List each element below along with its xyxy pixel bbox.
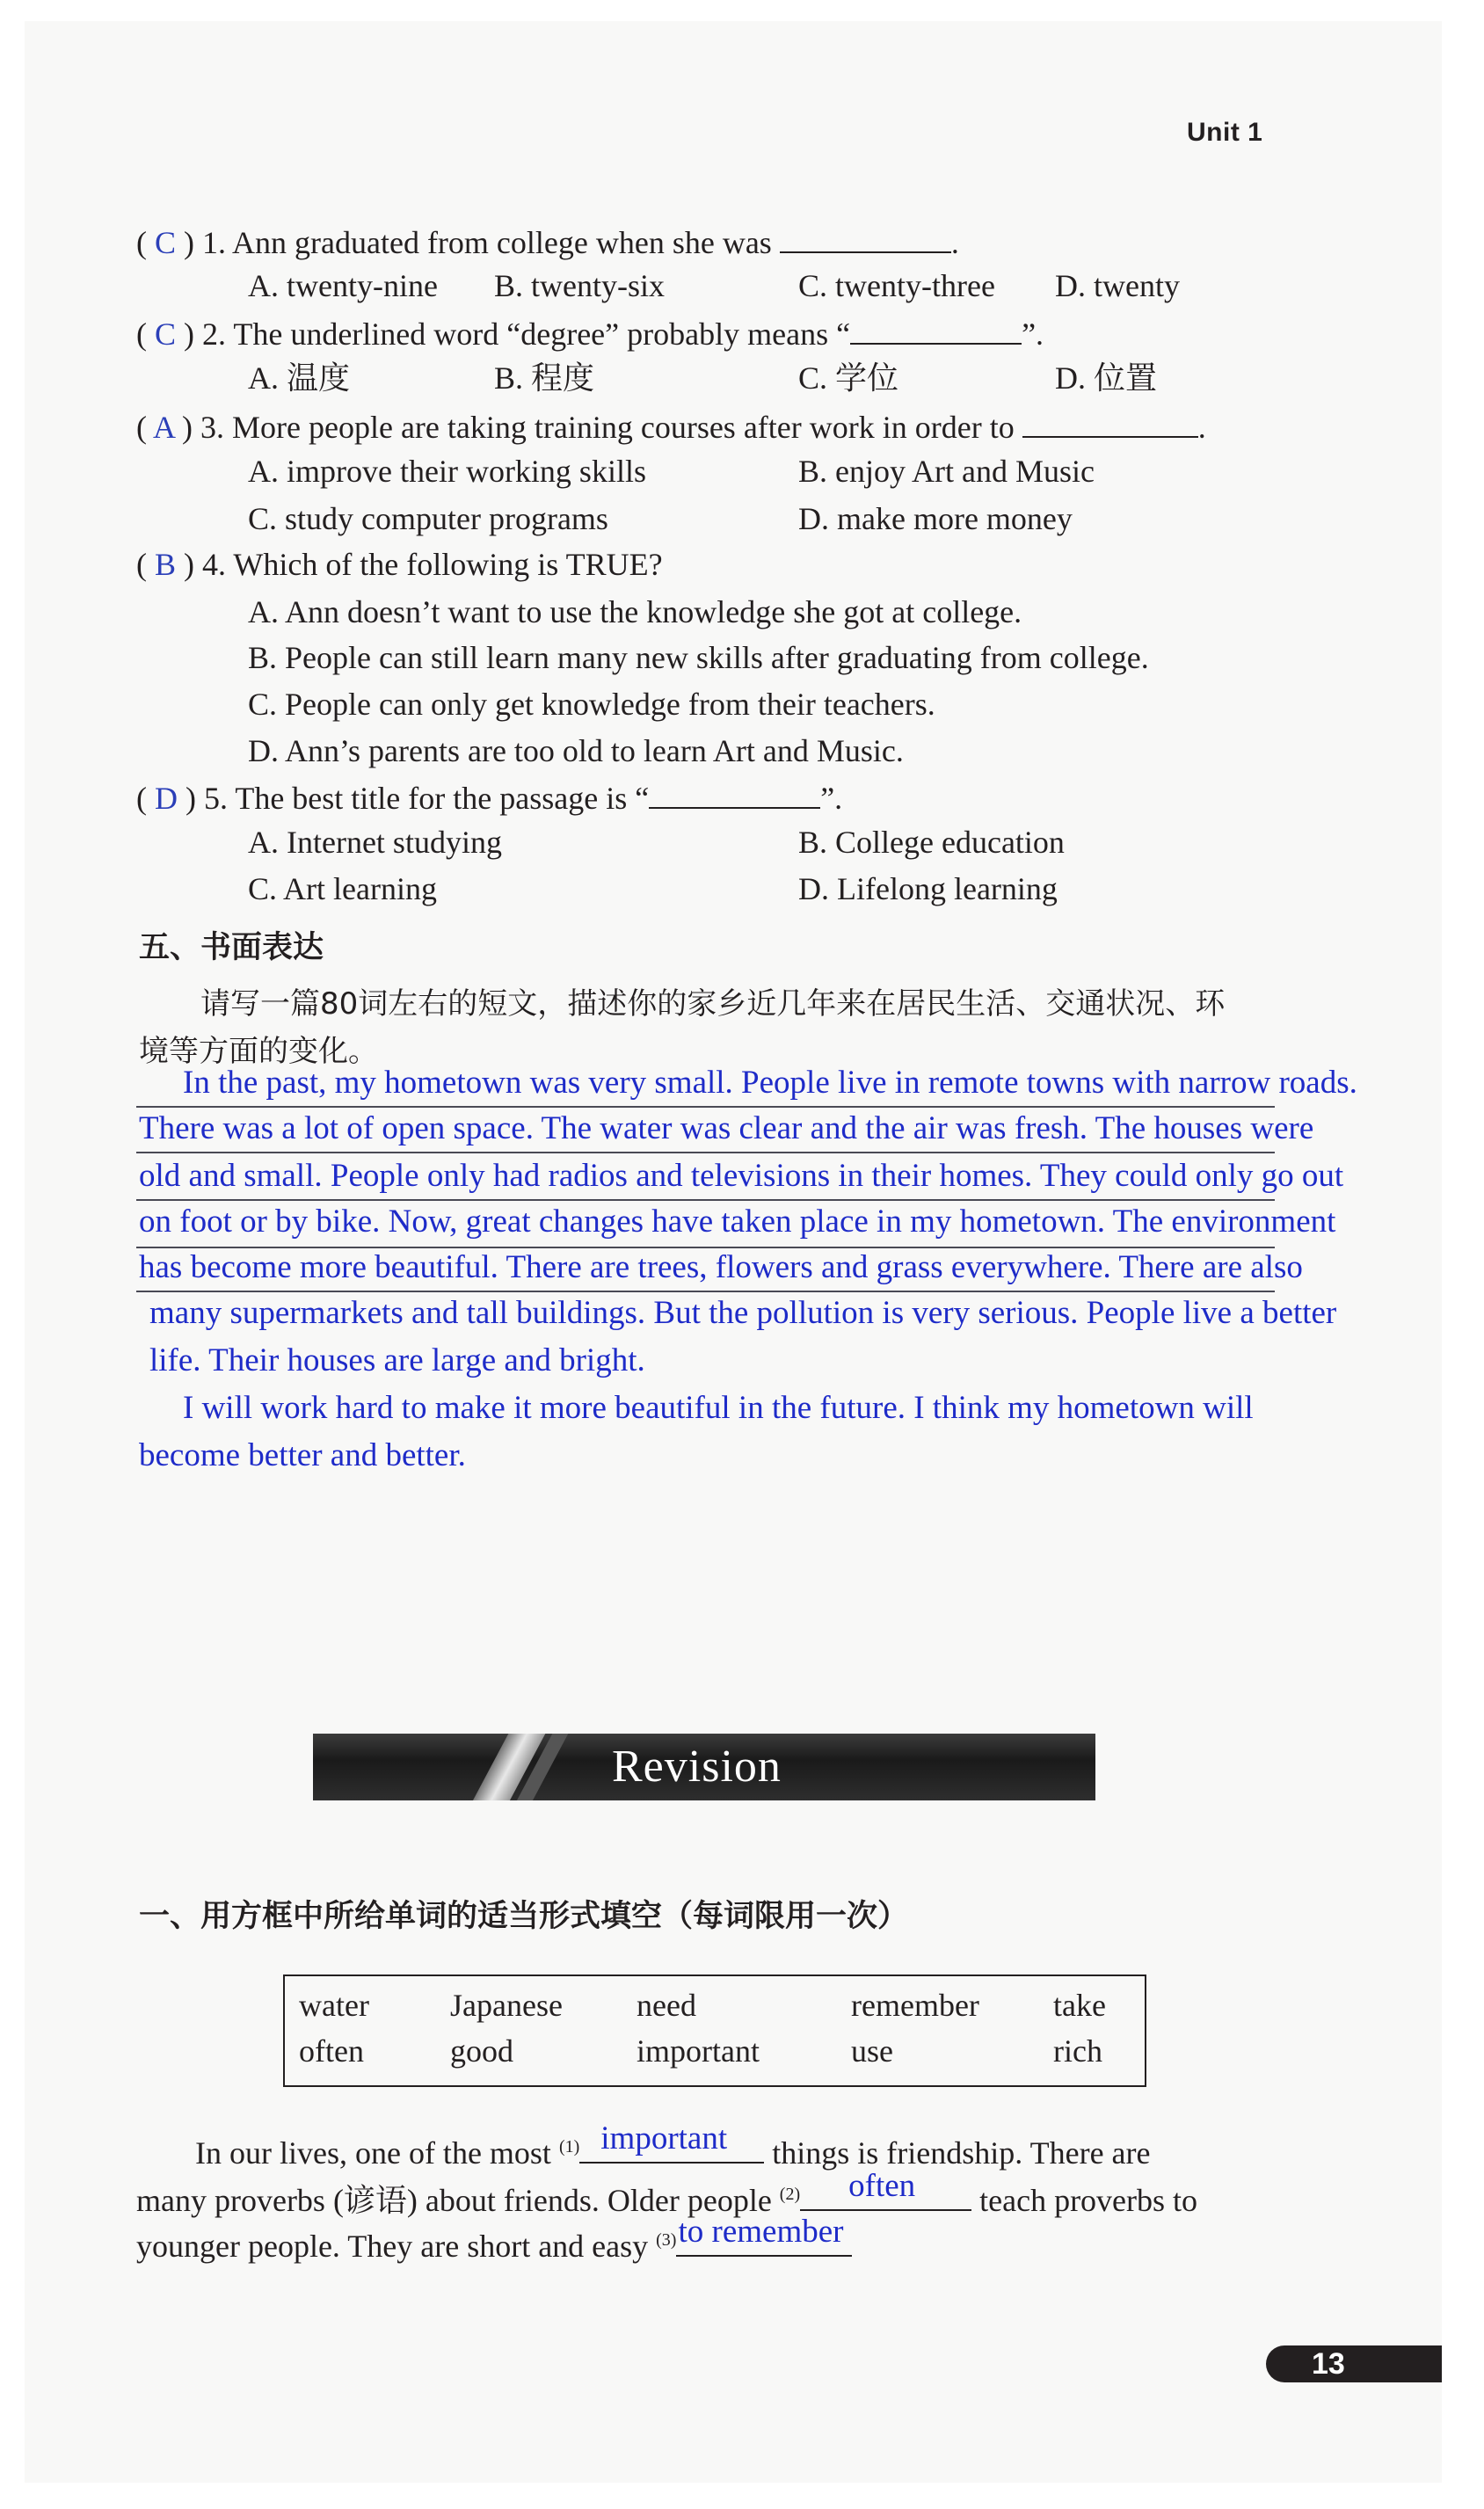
word-box-item: need — [637, 1988, 696, 2023]
writing-prompt-line2: 境等方面的变化。 — [139, 1034, 378, 1069]
fill-answer-2: often — [848, 2168, 916, 2204]
fill-answer-1: important — [600, 2120, 728, 2156]
q2-option-b: B. 程度 — [494, 360, 595, 396]
blank-3 — [676, 2214, 852, 2257]
passage-line-2: many proverbs (谚语) about friends. Older people $^{(2)}$ often teach proverbs to — [136, 2168, 1198, 2218]
writing-line-3 — [136, 1199, 1275, 1201]
revision-title: Revision — [612, 1742, 782, 1792]
question-4-stem: ) 4. Which of the following is TRUE? — [184, 547, 663, 582]
word-box-item: water — [299, 1988, 369, 2023]
essay-line: many supermarkets and tall buildings. But the pollution is very serious. People live a better — [149, 1295, 1337, 1331]
q4-option-c: C. People can only get knowledge from their teachers. — [248, 687, 935, 722]
q1-option-c: C. twenty-three — [798, 268, 995, 303]
essay-line: There was a lot of open space. The water was clear and the air was fresh. The houses were — [139, 1110, 1314, 1146]
word-box-item: important — [637, 2033, 760, 2069]
q5-option-b: B. College education — [798, 825, 1065, 860]
page-number-tab — [1266, 2345, 1442, 2382]
blank-1 — [579, 2120, 764, 2164]
q1-option-d: D. twenty — [1055, 268, 1180, 303]
question-3-stem: ) 3. More people are taking training courses after work in order to — [182, 410, 1015, 445]
question-2-stem: ) 2. The underlined word “degree” probably means “ — [184, 316, 851, 352]
question-5-blank — [649, 777, 820, 809]
q3-option-c: C. study computer programs — [248, 501, 608, 536]
q2-option-d: D. 位置 — [1055, 360, 1157, 396]
q3-option-d: D. make more money — [798, 501, 1073, 536]
question-4: ( B ) 4. Which of the following is TRUE? — [136, 547, 663, 582]
q5-option-d: D. Lifelong learning — [798, 871, 1058, 906]
word-box-item: remember — [851, 1988, 979, 2023]
essay-line: In the past, my hometown was very small. People live in remote towns with narrow roads. — [183, 1065, 1357, 1101]
word-box-item: take — [1053, 1988, 1106, 2023]
essay-line: has become more beautiful. There are trees, flowers and grass everywhere. There are also — [139, 1249, 1303, 1285]
word-box-item: rich — [1053, 2033, 1102, 2069]
word-box — [283, 1974, 1146, 2087]
question-2: ( C ) 2. The underlined word “degree” probably means “ ”. — [136, 313, 1044, 353]
question-3-blank — [1022, 406, 1198, 438]
word-box-item: Japanese — [450, 1988, 563, 2023]
passage-line-1: In our lives, one of the most $^{(1)}$ important things is friendship. There are — [195, 2120, 1151, 2171]
question-1-blank — [780, 222, 951, 253]
q2-option-a: A. 温度 — [248, 360, 350, 396]
blank-number: (2) — [779, 2185, 801, 2204]
question-2-blank — [850, 313, 1022, 345]
question-1-stem: ) 1. Ann graduated from college when she was — [184, 225, 772, 260]
q1-option-b: B. twenty-six — [494, 268, 665, 303]
essay-line: old and small. People only had radios and televisions in their homes. They could only go out — [139, 1158, 1344, 1194]
writing-line-5 — [136, 1291, 1275, 1292]
writing-line-1 — [136, 1106, 1275, 1108]
answer-5: D — [155, 781, 178, 816]
question-5: ( D ) 5. The best title for the passage is “ ”. — [136, 777, 842, 818]
q1-option-a: A. twenty-nine — [248, 268, 438, 303]
essay-line: become better and better. — [139, 1437, 466, 1473]
answer-1: C — [155, 225, 177, 260]
q4-option-b: B. People can still learn many new skills after graduating from college. — [248, 640, 1149, 675]
page-number: 13 — [1312, 2347, 1345, 2381]
essay-line: on foot or by bike. Now, great changes have taken place in my hometown. The environment — [139, 1204, 1336, 1240]
q4-option-d: D. Ann’s parents are too old to learn Art and Music. — [248, 733, 904, 768]
passage-line-3: younger people. They are short and easy $^{(3)}$ to remember — [136, 2221, 852, 2265]
q3-option-a: A. improve their working skills — [248, 454, 646, 489]
blank-2 — [800, 2168, 971, 2211]
word-box-item: good — [450, 2033, 513, 2069]
question-3: ( A ) 3. More people are taking training courses after work in order to . — [136, 406, 1206, 447]
q5-option-c: C. Art learning — [248, 871, 437, 906]
fill-answer-3: to remember — [678, 2214, 844, 2250]
unit-label: Unit 1 — [1187, 118, 1263, 147]
q4-option-a: A. Ann doesn’t want to use the knowledge she got at college. — [248, 594, 1022, 629]
writing-line-2 — [136, 1152, 1275, 1153]
answer-3: A — [153, 410, 175, 445]
question-5-stem: ) 5. The best title for the passage is “ — [186, 781, 650, 816]
word-box-item: often — [299, 2033, 364, 2069]
answer-4: B — [155, 547, 177, 582]
word-box-item: use — [851, 2033, 893, 2069]
answer-2: C — [155, 316, 177, 352]
revision-banner — [313, 1734, 1095, 1800]
essay-line: life. Their houses are large and bright. — [149, 1342, 645, 1378]
q3-option-b: B. enjoy Art and Music — [798, 454, 1095, 489]
revision-heading: 一、用方框中所给单词的适当形式填空（每词限用一次） — [139, 1899, 909, 1934]
writing-prompt-line1: 请写一篇80词左右的短文，描述你的家乡近几年来在居民生活、交通状况、环 — [200, 986, 1226, 1022]
blank-number: (3) — [656, 2230, 677, 2250]
q2-option-c: C. 学位 — [798, 360, 899, 396]
blank-number: (1) — [558, 2137, 580, 2156]
essay-line: I will work hard to make it more beautiful in the future. I think my hometown will — [183, 1390, 1254, 1426]
question-1: ( C ) 1. Ann graduated from college when she was . — [136, 222, 959, 262]
writing-heading: 五、书面表达 — [139, 930, 324, 965]
q5-option-a: A. Internet studying — [248, 825, 502, 860]
